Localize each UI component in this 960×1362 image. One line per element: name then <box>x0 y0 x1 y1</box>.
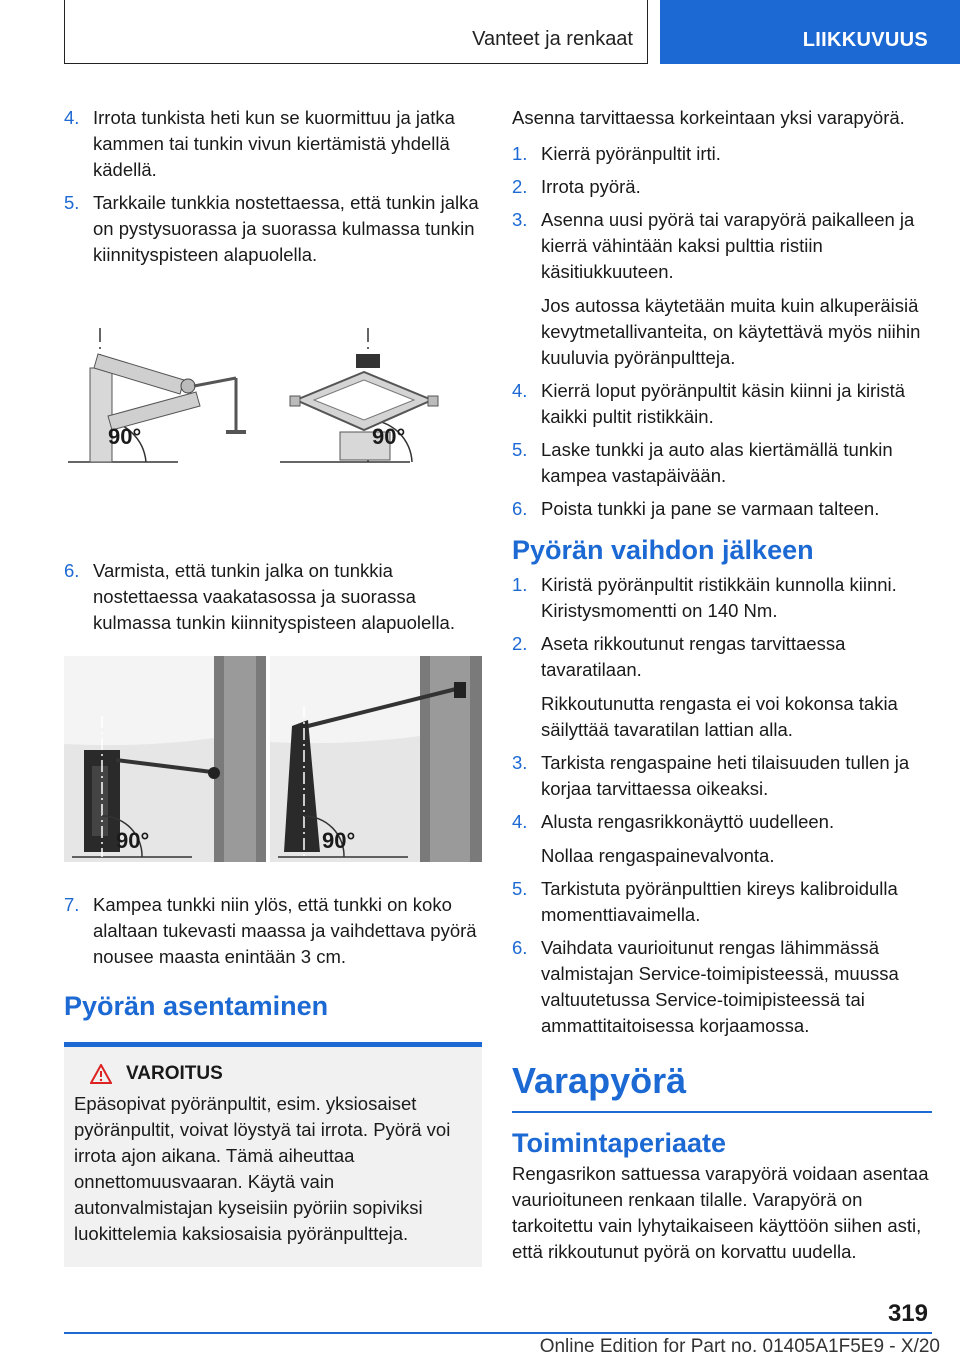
warning-title: VAROITUS <box>126 1063 223 1084</box>
footer-edition: Online Edition for Part no. 01405A1F5E9 - X/20 <box>539 1336 940 1357</box>
section-heading: Pyörän asentaminen <box>64 991 329 1021</box>
angle-label-right: 90° <box>372 424 406 449</box>
list-item <box>512 207 932 371</box>
step-subtext: Rikkoutunutta rengasta ei voi kokonsa takia säilyttää tavaratilan lattian alla. <box>541 693 898 740</box>
list-item <box>512 496 932 522</box>
list-item <box>64 190 482 268</box>
step-number: 3. <box>512 209 528 230</box>
list-item <box>64 892 482 970</box>
step-text: Kampea tunkki niin ylös, että tunkki on koko alaltaan tukevasti maassa ja vaihdettava pyörä nousee maasta enintään 3 cm. <box>93 894 477 967</box>
step-text: Alusta rengasrikkonäyttö uudelleen. <box>541 811 835 832</box>
list-item <box>512 437 932 489</box>
warning-triangle-icon <box>90 1064 112 1084</box>
list-item <box>512 876 932 928</box>
list-item <box>512 809 932 869</box>
step-number: 4. <box>64 107 80 128</box>
steps-group-b <box>64 558 482 636</box>
step-text: Irrota tunkista heti kun se kuormittuu ja jatka kammen tai tunkin vivun kiertämistä yhdellä kädellä. <box>93 107 455 180</box>
step-text: Asenna uusi pyörä tai varapyörä paikalleen ja kierrä vähintään kaksi pulttia ristiin käsitiukkuuteen. <box>541 209 915 282</box>
step-number: 5. <box>64 192 80 213</box>
step-text: Aseta rikkoutunut rengas tarvittaessa tavaratilaan. <box>541 633 846 680</box>
jack-diagram-figure <box>64 320 482 558</box>
step-number: 2. <box>512 633 528 654</box>
footer-rule <box>64 1332 932 1334</box>
header-frame <box>64 0 648 64</box>
step-subtext: Jos autossa käytetään muita kuin alkuperäisiä kevytmetallivanteita, on käytettävä myös niihin kuuluvia pyöränpultteja. <box>541 295 921 368</box>
steps-group-a <box>512 141 932 522</box>
step-text: Tarkkaile tunkkia nostettaessa, että tunkin jalka on pystysuorassa ja suorassa kulmassa tunkin kiinnityspisteen alapuolella. <box>93 192 479 265</box>
section-heading: Pyörän vaihdon jälkeen <box>512 535 814 565</box>
step-text: Poista tunkki ja pane se varmaan talteen. <box>541 498 880 519</box>
list-item <box>64 558 482 636</box>
step-number: 1. <box>512 574 528 595</box>
body-paragraph: Rengasrikon sattuessa varapyörä voidaan asentaa vaurioituneen renkaan tilalle. Varapyörä on tarkoitettu vain lyhytaikaiseen käyttöön siihen asti, että rikkoutunut pyörä on korvattu uudella. <box>512 1162 929 1262</box>
step-number: 4. <box>512 380 528 401</box>
page-number: 319 <box>887 1300 928 1327</box>
step-text: Laske tunkki ja auto alas kiertämällä tunkin kampea vastapäivään. <box>541 439 893 486</box>
step-number: 6. <box>64 560 80 581</box>
angle-label-left: 90° <box>116 828 150 853</box>
list-item <box>512 750 932 802</box>
intro-text: Asenna tarvittaessa korkeintaan yksi varapyörä. <box>512 107 905 128</box>
angle-label-left: 90° <box>108 424 142 449</box>
left-column <box>64 105 482 1267</box>
step-text: Varmista, että tunkin jalka on tunkkia nostettaessa vaakatasossa ja suorassa kulmassa tunkin kiinnityspisteen alapuolella. <box>93 560 455 633</box>
list-item <box>512 174 932 200</box>
step-number: 2. <box>512 176 528 197</box>
steps-group-c <box>64 892 482 970</box>
step-number: 6. <box>512 937 528 958</box>
list-item <box>512 572 932 624</box>
chapter-tab[interactable] <box>660 0 960 64</box>
step-number: 4. <box>512 811 528 832</box>
steps-group-a <box>64 105 482 268</box>
step-number: 7. <box>64 894 80 915</box>
warning-header <box>74 1063 472 1085</box>
step-text: Kiristä pyöränpultit ristikkäin kunnolla kiinni. Kiristysmomentti on 140 Nm. <box>541 574 897 621</box>
chapter-heading: Varapyörä <box>512 1060 687 1101</box>
warning-text: Epäsopivat pyöränpultit, esim. yksiosaiset pyöränpultit, voivat löystyä tai irrota. Pyörä voi irrota ajon aikana. Tämä aiheuttaa onnettomuusvaaran. Käytä vain autonvalmistajan kyseisiin pyöriin sopiviksi luokittelemia kaksiosaisia pyöränpultteja. <box>74 1093 451 1244</box>
list-item <box>512 935 932 1039</box>
step-number: 3. <box>512 752 528 773</box>
list-item <box>64 105 482 183</box>
step-number: 5. <box>512 878 528 899</box>
warning-box <box>64 1042 482 1267</box>
step-text: Irrota pyörä. <box>541 176 641 197</box>
chapter-title: LIIKKUVUUS <box>802 29 928 51</box>
steps-group-b <box>512 572 932 1039</box>
list-item <box>512 141 932 167</box>
right-column <box>512 105 932 1265</box>
angle-label-right: 90° <box>322 828 356 853</box>
list-item <box>512 631 932 743</box>
jack-photo-figure <box>64 656 482 892</box>
subsection-heading: Toimintaperiaate <box>512 1127 727 1158</box>
step-number: 5. <box>512 439 528 460</box>
heading-rule <box>512 1111 932 1113</box>
section-title: Vanteet ja renkaat <box>472 28 633 50</box>
step-text: Tarkista rengaspaine heti tilaisuuden tullen ja korjaa tarvittaessa oikeaksi. <box>541 752 910 799</box>
step-number: 1. <box>512 143 528 164</box>
step-text: Kierrä pyöränpultit irti. <box>541 143 721 164</box>
step-text: Kierrä loput pyöränpultit käsin kiinni ja kiristä kaikki pultit ristikkäin. <box>541 380 906 427</box>
step-subtext: Nollaa rengaspainevalvonta. <box>541 845 775 866</box>
list-item <box>512 378 932 430</box>
step-number: 6. <box>512 498 528 519</box>
step-text: Vaihdata vaurioitunut rengas lähimmässä valmistajan Service-toimipisteessä, muussa valtuutetussa Service-toimipisteessä tai ammattitaitoisessa korjaamossa. <box>541 937 899 1036</box>
step-text: Tarkistuta pyöränpulttien kireys kalibroidulla momenttiavaimella. <box>541 878 898 925</box>
